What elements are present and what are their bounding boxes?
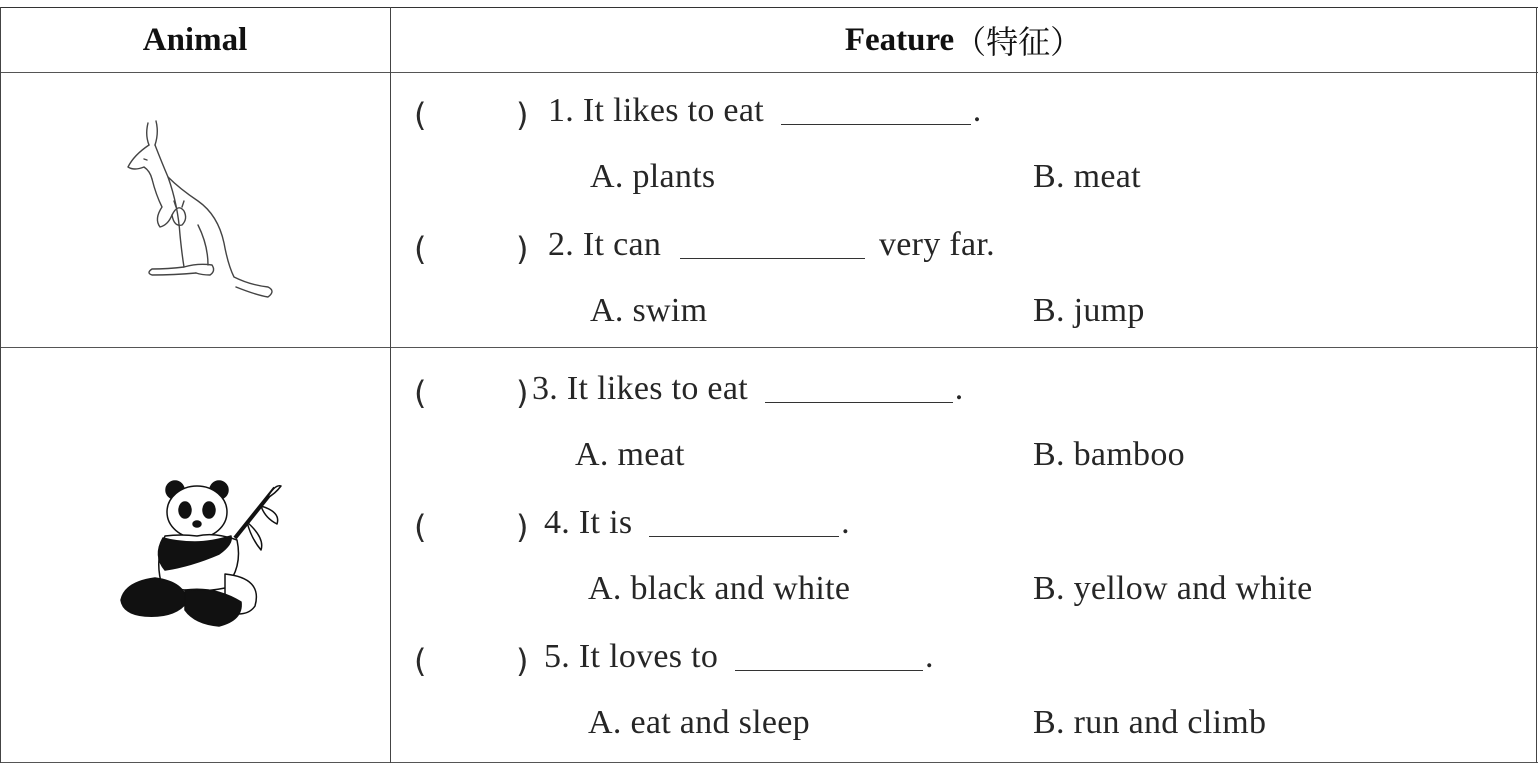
question-2: [548, 226, 995, 264]
answer-paren-close-4: ): [516, 508, 529, 546]
answer-paren-close-3: ): [516, 374, 529, 412]
answer-paren-close-2: ): [516, 230, 529, 268]
q1-option-a: A. plants: [590, 158, 716, 195]
row-divider: [0, 347, 1538, 348]
q5-option-b: B. run and climb: [1033, 704, 1267, 741]
answer-blank-4: [649, 508, 839, 537]
answer-paren-open-2: (: [414, 230, 427, 268]
answer-paren-open-1: (: [414, 96, 427, 134]
question-3: [532, 370, 964, 408]
q1-option-b: B. meat: [1033, 158, 1141, 195]
question-4-stem: 4. It is: [544, 504, 633, 541]
answer-paren-open-3: (: [414, 374, 427, 412]
question-5: [544, 638, 934, 676]
header-animal-label: Animal: [142, 21, 248, 58]
question-5-tail: .: [925, 638, 934, 675]
answer-paren-close-5: ): [516, 642, 529, 680]
question-1-stem: 1. It likes to eat: [548, 92, 764, 129]
question-3-tail: .: [954, 370, 964, 407]
kangaroo-image: [118, 115, 283, 305]
answer-blank-2: [680, 230, 865, 259]
answer-paren-close-1: ): [516, 96, 529, 134]
question-4-tail: .: [841, 504, 850, 541]
question-5-stem: 5. It loves to: [544, 638, 719, 675]
table-left-border: [0, 7, 1, 763]
answer-blank-3: [765, 374, 953, 403]
answer-blank-5: [735, 642, 923, 671]
answer-paren-open-4: (: [414, 508, 427, 546]
table-right-border: [1536, 7, 1537, 763]
header-feature-label: Feature: [844, 21, 955, 58]
q3-option-a: A. meat: [575, 436, 685, 473]
answer-blank-1: [781, 96, 971, 125]
question-2-stem: 2. It can: [548, 226, 662, 263]
q3-option-b: B. bamboo: [1033, 436, 1185, 473]
answer-paren-open-5: (: [414, 642, 427, 680]
column-divider: [390, 7, 391, 763]
header-feature: [391, 7, 1536, 73]
table-bottom-border: [0, 762, 1538, 763]
panda-image: [115, 478, 283, 638]
question-1-tail: .: [972, 92, 982, 129]
q4-option-b: B. yellow and white: [1033, 570, 1313, 607]
q2-option-a: A. swim: [590, 292, 708, 329]
question-2-tail: very far.: [878, 226, 995, 263]
question-4: [544, 504, 850, 542]
q5-option-a: A. eat and sleep: [588, 704, 810, 741]
header-feature-cn: （特征）: [954, 23, 1083, 61]
header-animal: [0, 7, 390, 73]
q4-option-a: A. black and white: [588, 570, 851, 607]
question-3-stem: 3. It likes to eat: [532, 370, 748, 407]
q2-option-b: B. jump: [1033, 292, 1145, 329]
question-1: [548, 92, 982, 130]
